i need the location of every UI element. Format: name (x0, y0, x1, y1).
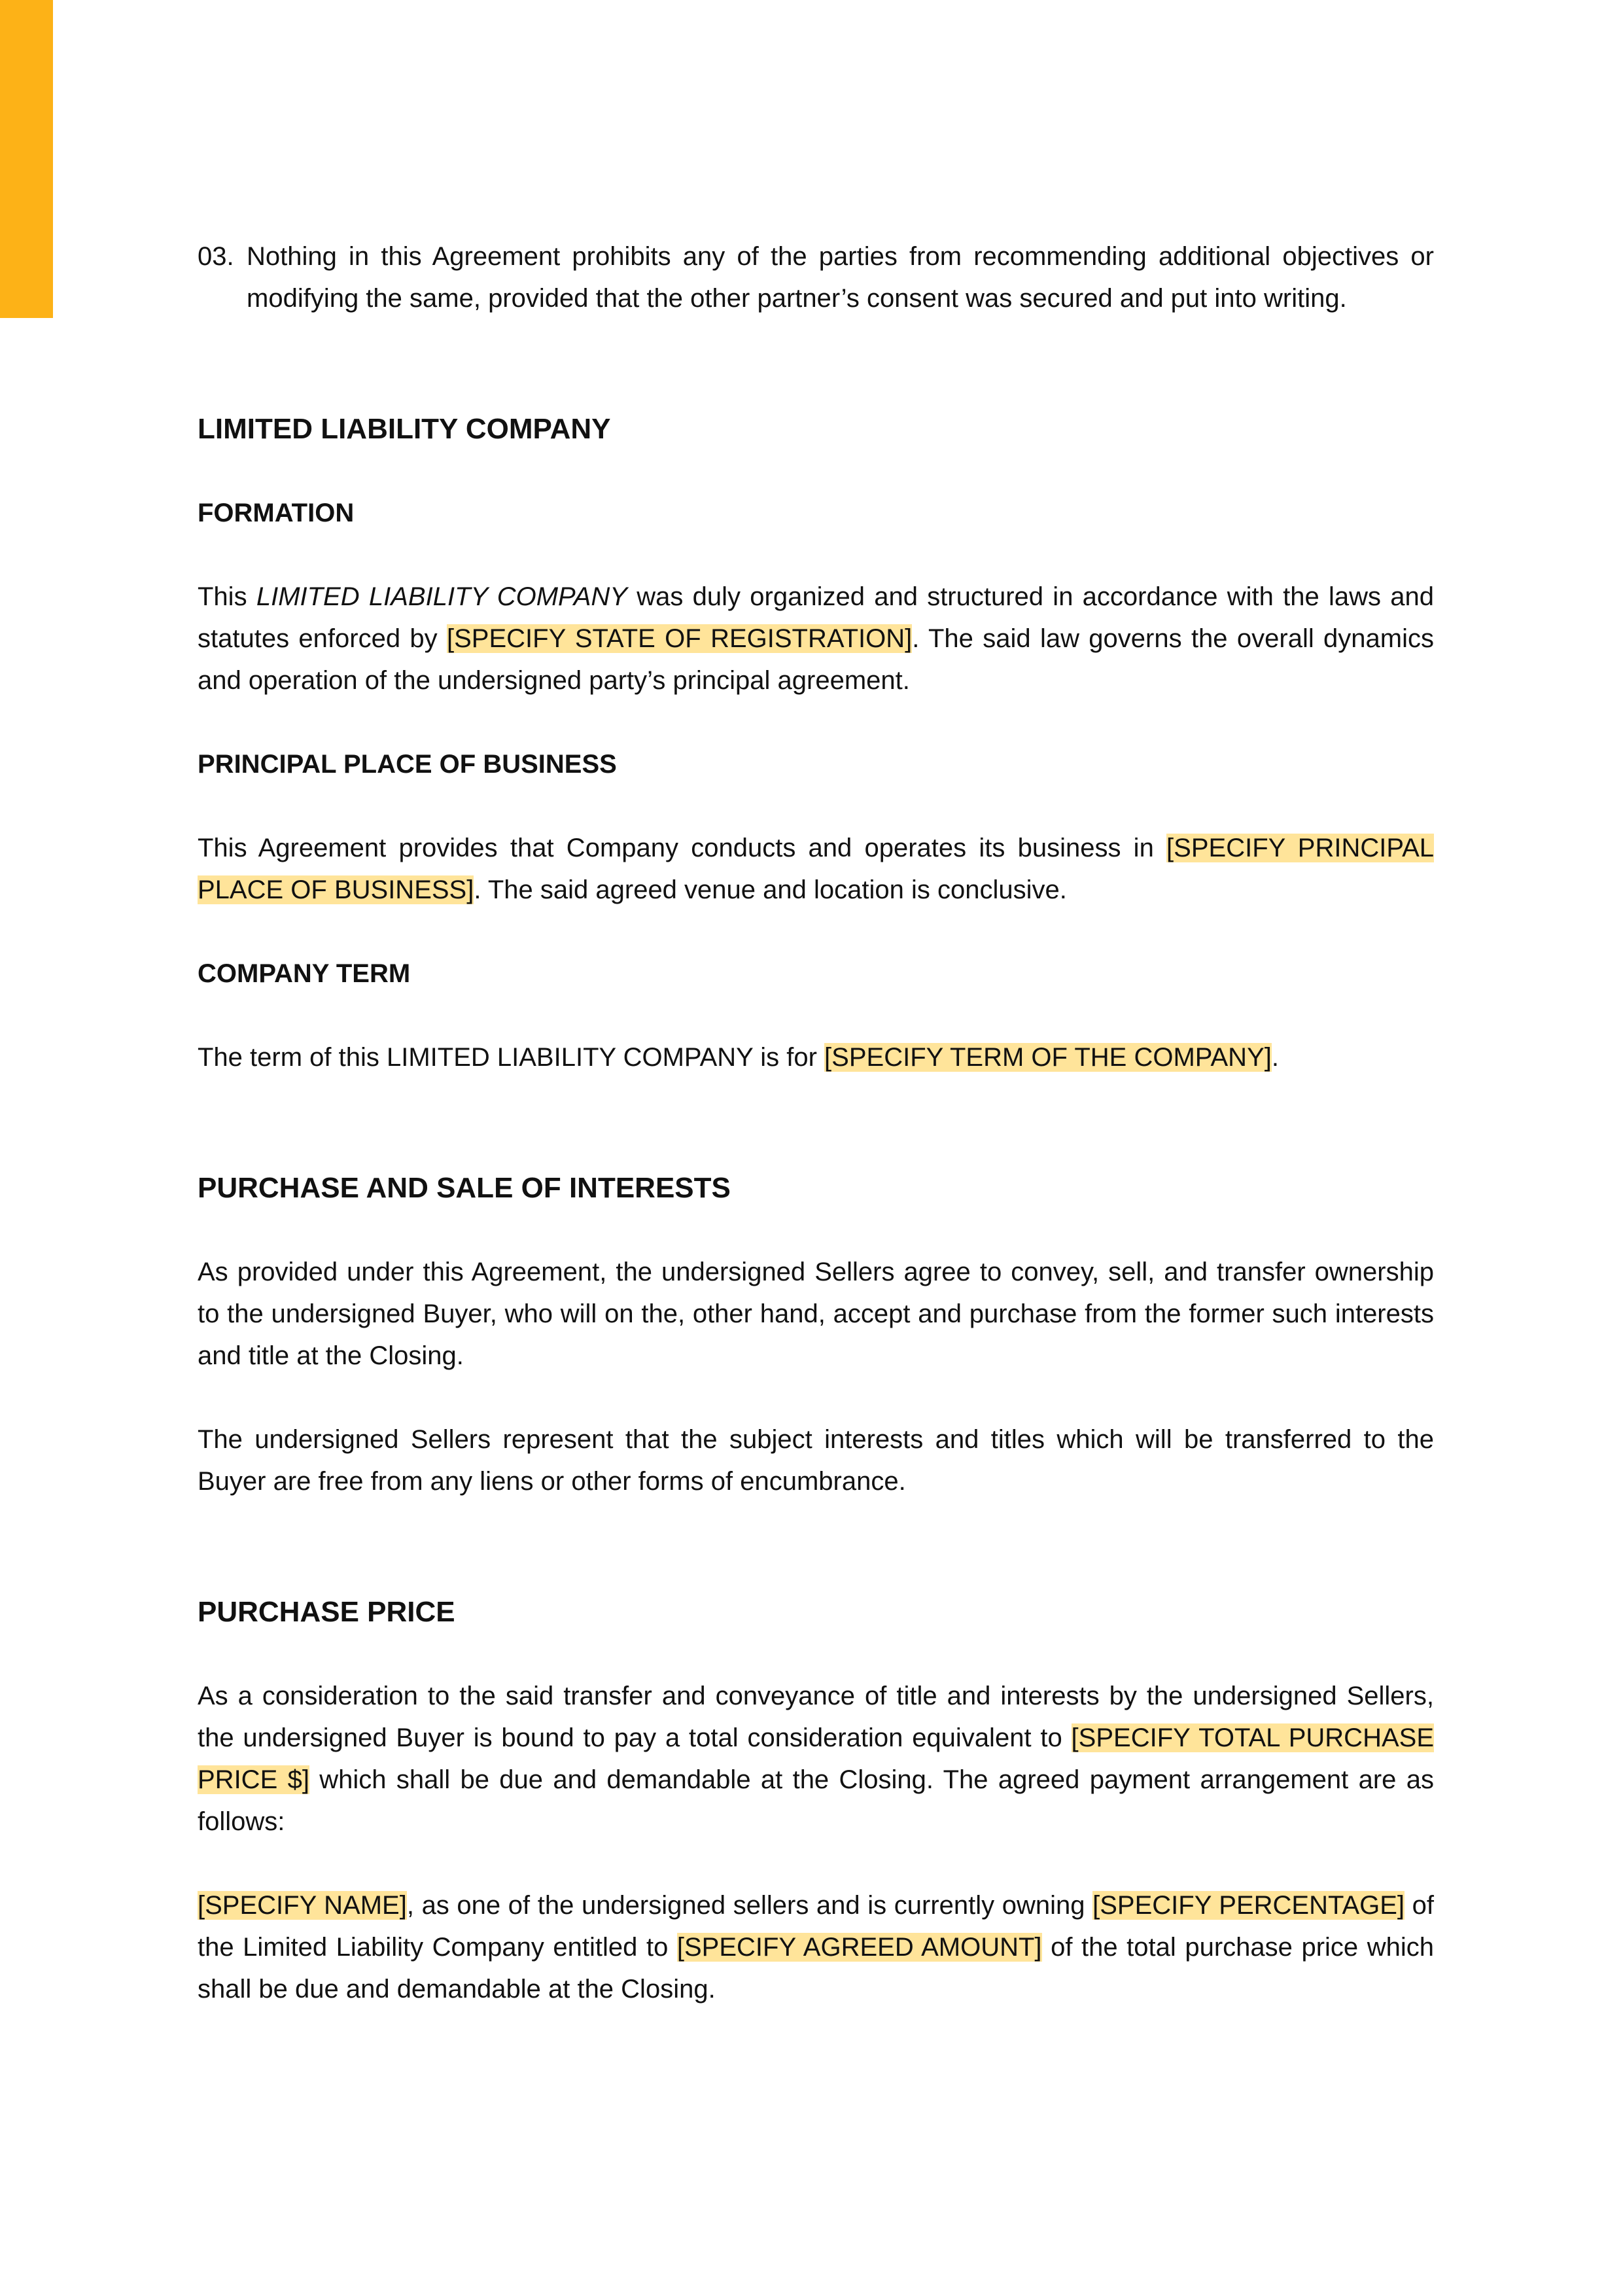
list-text: Nothing in this Agreement prohibits any of the parties from recommending additional objectives or modifying the same, provided that the other partner’s consent was secured and put into writing. (247, 242, 1434, 313)
list-item-03 (198, 236, 1434, 319)
placeholder-state-of-registration: [SPECIFY STATE OF REGISTRATION] (447, 624, 913, 653)
placeholder-percentage: [SPECIFY PERCENTAGE] (1092, 1891, 1405, 1920)
section-title-purchase-sale: PURCHASE AND SALE OF INTERESTS (198, 1172, 731, 1204)
principal-place-paragraph: This Agreement provides that Company conducts and operates its business in [SPECIFY PRINCIPAL PLACE OF BUSINESS]. The said agreed venue and location is conclusive. (198, 834, 1435, 904)
heading-formation: FORMATION (198, 499, 355, 527)
purchase-price-paragraph-2: [SPECIFY NAME], as one of the undersigned sellers and is currently owning [SPECIFY PERCENTAGE] of the Limited Liability Company entitled to [SPECIFY AGREED AMOUNT] of the total purchase price which shall be due and demandable at the Closing. (198, 1891, 1434, 2004)
llc-italic-name: LIMITED LIABILITY COMPANY (256, 582, 627, 611)
placeholder-agreed-amount: [SPECIFY AGREED AMOUNT] (676, 1933, 1042, 1962)
placeholder-name: [SPECIFY NAME] (198, 1891, 407, 1920)
purchase-sale-paragraph-2: The undersigned Sellers represent that the subject interests and titles which will be transferred to the Buyer are free from any liens or other forms of encumbrance. (198, 1425, 1434, 1496)
document-page (198, 236, 1434, 2010)
section-title-llc: LIMITED LIABILITY COMPANY (198, 413, 611, 445)
placeholder-total-purchase-price: [SPECIFY TOTAL PURCHASE PRICE $] (198, 1723, 1434, 1794)
heading-principal-place: PRINCIPAL PLACE OF BUSINESS (198, 750, 617, 779)
accent-bar (0, 0, 53, 318)
placeholder-principal-place: [SPECIFY PRINCIPAL PLACE OF BUSINESS] (198, 834, 1435, 904)
placeholder-term: [SPECIFY TERM OF THE COMPANY] (824, 1043, 1272, 1072)
list-number: 03. (198, 242, 234, 271)
purchase-sale-paragraph-1: As provided under this Agreement, the undersigned Sellers agree to convey, sell, and transfer ownership to the undersigned Buyer, who will on the, other hand, accept and purchase from the former such interests and title at the Closing. (198, 1258, 1434, 1370)
company-term-paragraph: The term of this LIMITED LIABILITY COMPANY is for [SPECIFY TERM OF THE COMPANY]. (198, 1043, 1279, 1072)
formation-paragraph: This LIMITED LIABILITY COMPANY was duly organized and structured in accordance with the laws and statutes enforced by [SPECIFY STATE OF REGISTRATION]. The said law governs the overall dynamics and operation of the undersigned party’s principal agreement. (198, 582, 1434, 695)
purchase-price-paragraph-1: As a consideration to the said transfer and conveyance of title and interests by the undersigned Sellers, the undersigned Buyer is bound to pay a total consideration equivalent to [SPECIFY TOTAL PURCHASE PRICE $] which shall be due and demandable at the Closing. The agreed payment arrangement are as follows: (198, 1682, 1434, 1836)
heading-company-term: COMPANY TERM (198, 959, 411, 988)
section-title-purchase-price: PURCHASE PRICE (198, 1596, 455, 1628)
